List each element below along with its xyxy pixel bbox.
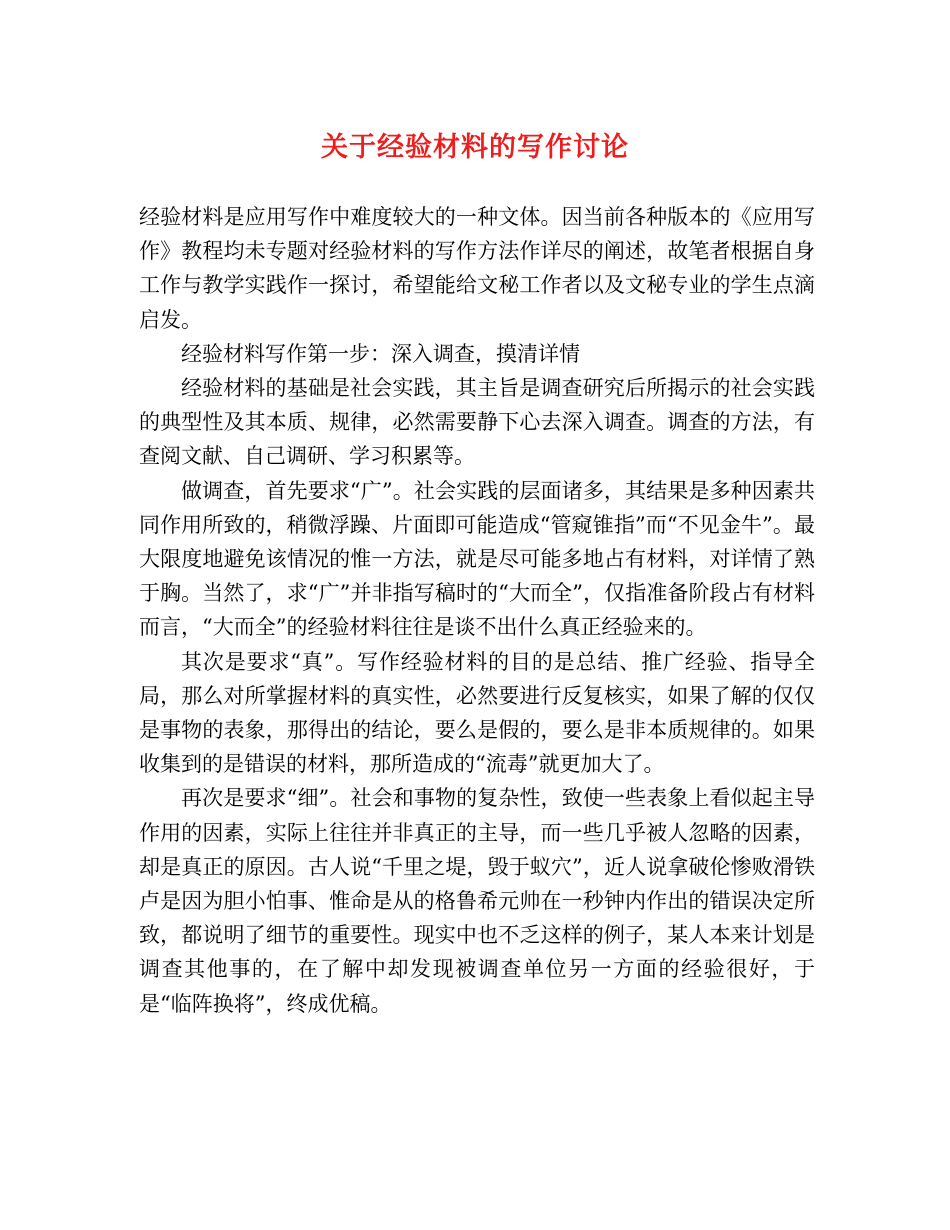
intro-paragraph: 经验材料是应用写作中难度较大的一种文体。因当前各种版本的《应用写作》教程均未专题对经验材料的写作方法作详尽的阐述，故笔者根据自身工作与教学实践作一探讨，希望能给文秘工作者以及文秘专业的学生点滴启发。 <box>139 205 815 332</box>
document-title: 关于经验材料的写作讨论 <box>321 132 629 163</box>
paragraph-detail: 再次是要求“细”。社会和事物的复杂性，致使一些表象上看似起主导作用的因素，实际上往往并非真正的主导，而一些几乎被人忽略的因素，却是真正的原因。古人说“千里之堤，毁于蚁穴”，近人说拿破伦惨败滑铁卢是因为胆小怕事、惟命是从的格鲁希元帅在一秒钟内作出的错误决定所致，都说明了细节的重要性。现实中也不乏这样的例子，某人本来计划是调查其他事的，在了解中却发现被调查单位另一方面的经验很好，于是“临阵换将”，终成优稿。 <box>139 786 815 1016</box>
document-body <box>139 200 815 1021</box>
section-heading-step-one: 经验材料写作第一步：深入调查，摸清详情 <box>181 341 580 366</box>
paragraph-truth: 其次是要求“真”。写作经验材料的目的是总结、推广经验、指导全局，那么对所掌握材料的真实性，必然要进行反复核实，如果了解的仅仅是事物的表象，那得出的结论，要么是假的，要么是非本质规律的。如果收集到的是错误的材料，那所造成的“流毒”就更加大了。 <box>139 649 815 777</box>
paragraph-foundation: 经验材料的基础是社会实践，其主旨是调查研究后所揭示的社会实践的典型性及其本质、规律，必然需要静下心去深入调查。调查的方法，有查阅文献、自己调研、学习积累等。 <box>139 376 815 469</box>
paragraph-breadth: 做调查，首先要求“广”。社会实践的层面诸多，其结果是多种因素共同作用所致的，稍微浮躁、片面即可能造成“管窥锥指”而“不见金牛”。最大限度地避免该情况的惟一方法，就是尽可能多地占有材料，对详情了熟于胸。当然了，求“广”并非指写稿时的“大而全”，仅指准备阶段占有材料而言，“大而全”的经验材料往往是谈不出什么真正经验来的。 <box>139 478 815 640</box>
